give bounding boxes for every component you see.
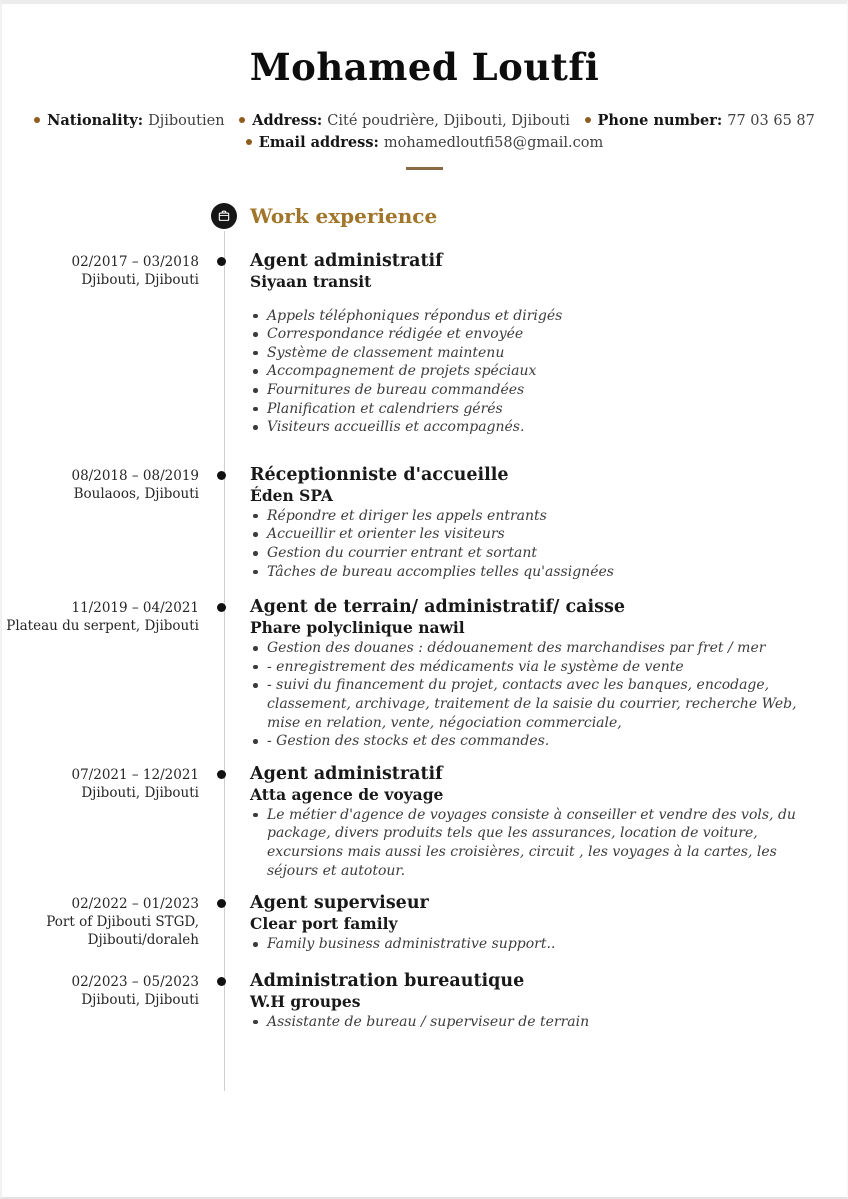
- timeline-column: [199, 597, 250, 751]
- contact-item-address: [239, 113, 570, 129]
- entry-company: Éden SPA: [250, 485, 333, 505]
- entry-title: Agent administratif: [250, 250, 443, 271]
- entry-bullet: Planification et calendriers gérés: [250, 400, 807, 419]
- entry-company: Phare polyclinique nawil: [250, 618, 465, 638]
- briefcase-icon: [211, 203, 237, 229]
- bullet-dot-icon: [585, 117, 591, 123]
- contact-row: [2, 132, 847, 154]
- timeline-column: [199, 764, 250, 880]
- entry-dates: 02/2022 – 01/2023: [71, 896, 199, 913]
- timeline-dot: [217, 977, 226, 986]
- contact-value: 77 03 65 87: [727, 112, 815, 129]
- entry-dates: 11/2019 – 04/2021: [71, 600, 199, 617]
- entry-bullet: - enregistrement des médicaments via le système de vente: [250, 658, 807, 677]
- entry-body: [250, 597, 807, 751]
- entry-body: [250, 971, 807, 1032]
- entry-meta: [2, 251, 199, 437]
- timeline-column: [199, 893, 250, 954]
- entry-body: [250, 465, 807, 581]
- timeline-column: [199, 251, 250, 437]
- entry-location: Djibouti, Djibouti: [81, 784, 199, 801]
- experience-entry: [2, 764, 847, 880]
- entry-bullet: Système de classement maintenu: [250, 344, 807, 363]
- entry-company: Clear port family: [250, 914, 398, 934]
- header-divider: [406, 167, 443, 170]
- entry-bullet-list: [250, 307, 807, 437]
- contact-item-nationality: [34, 113, 224, 129]
- work-experience-section: [2, 203, 847, 1032]
- entry-bullet: - Gestion des stocks et des commandes.: [250, 732, 807, 751]
- entry-dates: 02/2017 – 03/2018: [71, 253, 199, 270]
- entry-company: Siyaan transit: [250, 271, 372, 291]
- contact-label: Address:: [252, 111, 323, 129]
- entry-title: Agent administratif: [250, 763, 443, 784]
- entry-bullet: Répondre et diriger les appels entrants: [250, 507, 807, 526]
- entry-bullet: Visiteurs accueillis et accompagnés.: [250, 418, 807, 437]
- entry-bullet: Tâches de bureau accomplies telles qu'assignées: [250, 563, 807, 582]
- entry-bullet: Accompagnement de projets spéciaux: [250, 362, 807, 381]
- section-heading: Work experience: [250, 203, 438, 228]
- bullet-dot-icon: [34, 117, 40, 123]
- entry-dates: 08/2018 – 08/2019: [71, 467, 199, 484]
- timeline-column: [199, 465, 250, 581]
- entry-bullet: Assistante de bureau / superviseur de terrain: [250, 1013, 807, 1032]
- entry-bullet: Le métier d'agence de voyages consiste à conseiller et vendre des vols, du package, divers produits tels que les assurances, location de voiture, excursions mais aussi les croisières, circuit , les voyages à la cartes, les séjours et autotour.: [250, 806, 807, 880]
- entry-meta: [2, 764, 199, 880]
- entry-meta: [2, 597, 199, 751]
- entry-meta: [2, 893, 199, 954]
- entry-body: [250, 893, 807, 954]
- entry-title: Réceptionniste d'accueille: [250, 464, 509, 485]
- bullet-dot-icon: [246, 139, 252, 145]
- contact-value: Cité poudrière, Djibouti, Djibouti: [327, 112, 570, 129]
- entry-bullet-list: [250, 935, 807, 954]
- timeline-dot: [217, 899, 226, 908]
- contact-label: Email address:: [258, 133, 379, 151]
- entry-body: [250, 764, 807, 880]
- contact-item-email: [246, 135, 603, 151]
- entry-bullet: Gestion des douanes : dédouanement des marchandises par fret / mer: [250, 639, 807, 658]
- page-title: Mohamed Loutfi: [249, 45, 600, 89]
- entry-location: Port of Djibouti STGD, Djibouti/doraleh: [46, 914, 199, 949]
- timeline-dot: [217, 603, 226, 612]
- entry-company: W.H groupes: [250, 991, 361, 1011]
- timeline-dot: [217, 257, 226, 266]
- entry-location: Plateau du serpent, Djibouti: [6, 618, 199, 635]
- entry-bullet: Gestion du courrier entrant et sortant: [250, 544, 807, 563]
- entry-company: Atta agence de voyage: [250, 784, 444, 804]
- experience-entry: [2, 971, 847, 1032]
- entry-bullet: - suivi du financement du projet, contacts avec les banques, encodage, classement, archivage, traitement de la saisie du courrier, recherche Web, mise en relation, vente, négociation commerciale,: [250, 676, 807, 732]
- bullet-dot-icon: [239, 117, 245, 123]
- entry-dates: 07/2021 – 12/2021: [71, 766, 199, 783]
- entry-bullet: Fournitures de bureau commandées: [250, 381, 807, 400]
- contact-row: [2, 110, 847, 132]
- experience-entry: [2, 465, 847, 581]
- entry-location: Boulaoos, Djibouti: [73, 485, 199, 502]
- experience-entry: [2, 597, 847, 751]
- contact-label: Phone number:: [597, 111, 723, 129]
- entry-meta: [2, 971, 199, 1032]
- entry-bullet-list: [250, 1013, 807, 1032]
- timeline-dot: [217, 471, 226, 480]
- entry-title: Administration bureautique: [250, 970, 525, 991]
- contact-value: mohamedloutfi58@gmail.com: [383, 134, 604, 151]
- entry-bullet: Accueillir et orienter les visiteurs: [250, 525, 807, 544]
- experience-entry: [2, 893, 847, 954]
- entry-bullet: Family business administrative support..: [250, 935, 807, 954]
- entry-body: [250, 251, 807, 437]
- entry-title: Agent de terrain/ administratif/ caisse: [250, 597, 625, 618]
- contact-item-phone: [585, 113, 815, 129]
- entry-dates: 02/2023 – 05/2023: [71, 973, 199, 990]
- entry-title: Agent superviseur: [250, 893, 429, 914]
- entry-location: Djibouti, Djibouti: [81, 991, 199, 1008]
- section-header: [2, 203, 847, 229]
- entry-location: Djibouti, Djibouti: [81, 271, 199, 288]
- entry-bullet-list: [250, 806, 807, 880]
- contact-label: Nationality:: [47, 111, 144, 129]
- contact-info: [2, 110, 847, 154]
- entry-bullet-list: [250, 507, 807, 581]
- contact-value: Djiboutien: [148, 112, 225, 129]
- entry-bullet-list: [250, 639, 807, 751]
- entry-bullet: Correspondance rédigée et envoyée: [250, 325, 807, 344]
- timeline-column: [199, 971, 250, 1032]
- entry-bullet: Appels téléphoniques répondus et dirigés: [250, 307, 807, 326]
- entry-meta: [2, 465, 199, 581]
- experience-entry: [2, 251, 847, 437]
- timeline-dot: [217, 770, 226, 779]
